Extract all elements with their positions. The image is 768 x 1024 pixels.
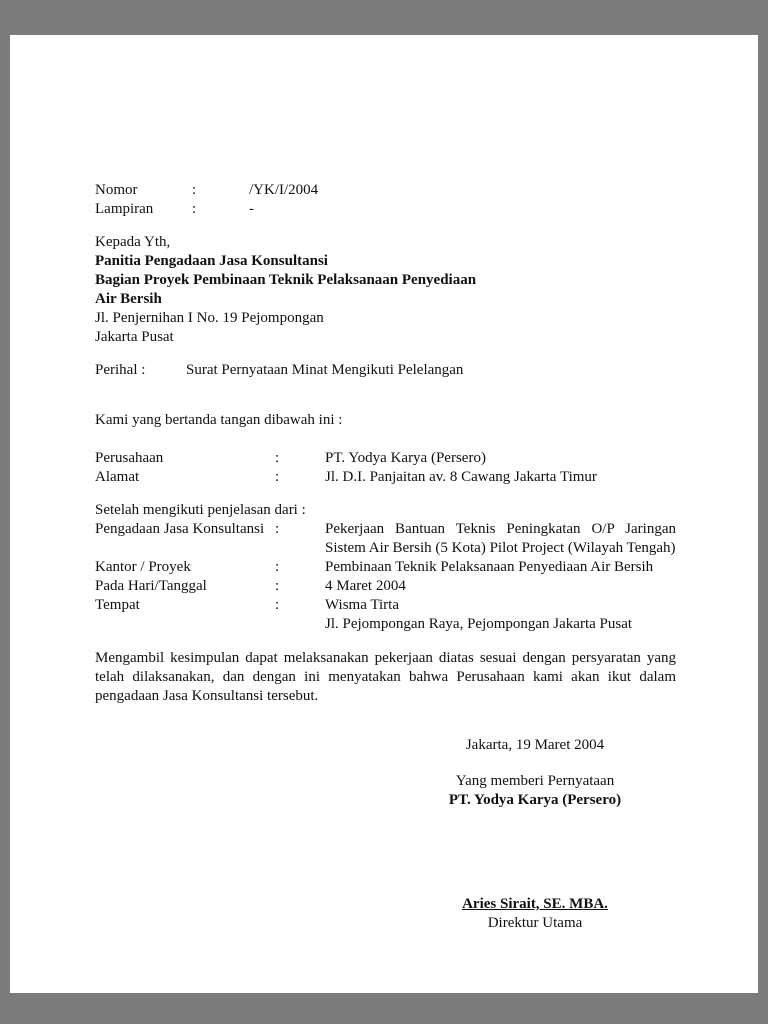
nomor-row bbox=[95, 181, 676, 200]
recipient-name-line2: Bagian Proyek Pembinaan Teknik Pelaksanaan Penyediaan bbox=[95, 272, 477, 288]
alamat-colon: : bbox=[275, 469, 280, 485]
kantor-label: Kantor / Proyek bbox=[95, 559, 191, 575]
kantor-row bbox=[95, 558, 676, 577]
hari-tanggal-row bbox=[95, 577, 676, 596]
letter-page bbox=[10, 35, 758, 993]
pengadaan-value: Pekerjaan Bantuan Teknis Peningkatan O/P Jaringan Sistem Air Bersih (5 Kota) Pilot Project (Wilayah Tengah) bbox=[325, 521, 676, 556]
tempat-address-value: Jl. Pejompongan Raya, Pejompongan Jakarta Pusat bbox=[325, 616, 633, 632]
subject-label: Perihal : bbox=[95, 362, 146, 378]
tempat-value: Wisma Tirta bbox=[325, 597, 399, 613]
tempat-label: Tempat bbox=[95, 597, 140, 613]
subject-row bbox=[95, 361, 676, 380]
signatory-title: Direktur Utama bbox=[487, 915, 583, 931]
letter-header bbox=[95, 181, 676, 219]
recipient-block bbox=[95, 233, 676, 347]
tempat-colon: : bbox=[275, 597, 280, 613]
pengadaan-row bbox=[95, 520, 676, 558]
closing-paragraph: Mengambil kesimpulan dapat melaksanakan pekerjaan diatas sesuai dengan persyaratan yang telah dilaksanakan, dan dengan ini menyatakan bahwa Perusahaan kami akan ikut dalam pengadaan Jasa Konsultansi tersebut. bbox=[95, 650, 676, 704]
perusahaan-value: PT. Yodya Karya (Persero) bbox=[325, 450, 486, 466]
pengadaan-colon: : bbox=[275, 521, 280, 537]
signatory-name: Aries Sirait, SE. MBA. bbox=[462, 896, 608, 912]
perusahaan-colon: : bbox=[275, 450, 280, 466]
hari-tanggal-label: Pada Hari/Tanggal bbox=[95, 578, 207, 594]
briefing-intro: Setelah mengikuti penjelasan dari : bbox=[95, 502, 306, 518]
alamat-row bbox=[95, 468, 676, 487]
alamat-label: Alamat bbox=[95, 469, 140, 485]
briefing-block bbox=[95, 520, 676, 634]
recipient-address-line1: Jl. Penjernihan I No. 19 Pejompongan bbox=[95, 310, 324, 326]
tempat-address-label bbox=[95, 615, 275, 634]
company-block bbox=[95, 449, 676, 487]
signature-company: PT. Yodya Karya (Persero) bbox=[448, 792, 622, 808]
perusahaan-row bbox=[95, 449, 676, 468]
lampiran-label: Lampiran bbox=[95, 201, 154, 217]
hari-tanggal-value: 4 Maret 2004 bbox=[325, 578, 406, 594]
kantor-value: Pembinaan Teknik Pelaksanaan Penyediaan Air Bersih bbox=[325, 559, 654, 575]
signatory-block bbox=[420, 895, 650, 933]
nomor-value: /YK/I/2004 bbox=[249, 182, 319, 198]
date-line: Jakarta, 19 Maret 2004 bbox=[465, 737, 605, 753]
signature-intro: Yang memberi Pernyataan bbox=[455, 773, 615, 789]
nomor-label: Nomor bbox=[95, 182, 138, 198]
hari-tanggal-colon: : bbox=[275, 578, 280, 594]
recipient-address-line2: Jakarta Pusat bbox=[95, 329, 174, 345]
tempat-address-colon bbox=[275, 615, 325, 634]
alamat-value: Jl. D.I. Panjaitan av. 8 Cawang Jakarta Timur bbox=[325, 469, 597, 485]
tempat-row bbox=[95, 596, 676, 615]
recipient-name-line3: Air Bersih bbox=[95, 291, 162, 307]
tempat-address-row bbox=[95, 615, 676, 634]
nomor-colon: : bbox=[192, 182, 197, 198]
pengadaan-label: Pengadaan Jasa Konsultansi bbox=[95, 521, 265, 537]
kantor-colon: : bbox=[275, 559, 280, 575]
recipient-name-line1: Panitia Pengadaan Jasa Konsultansi bbox=[95, 253, 328, 269]
lampiran-colon: : bbox=[192, 201, 197, 217]
perusahaan-label: Perusahaan bbox=[95, 450, 164, 466]
lampiran-value: - bbox=[249, 201, 254, 217]
recipient-salutation: Kepada Yth, bbox=[95, 234, 171, 250]
signature-block bbox=[420, 772, 650, 810]
subject-value: Surat Pernyataan Minat Mengikuti Pelelangan bbox=[186, 362, 464, 378]
lampiran-row bbox=[95, 200, 676, 219]
opening-sentence: Kami yang bertanda tangan dibawah ini : bbox=[95, 412, 343, 428]
